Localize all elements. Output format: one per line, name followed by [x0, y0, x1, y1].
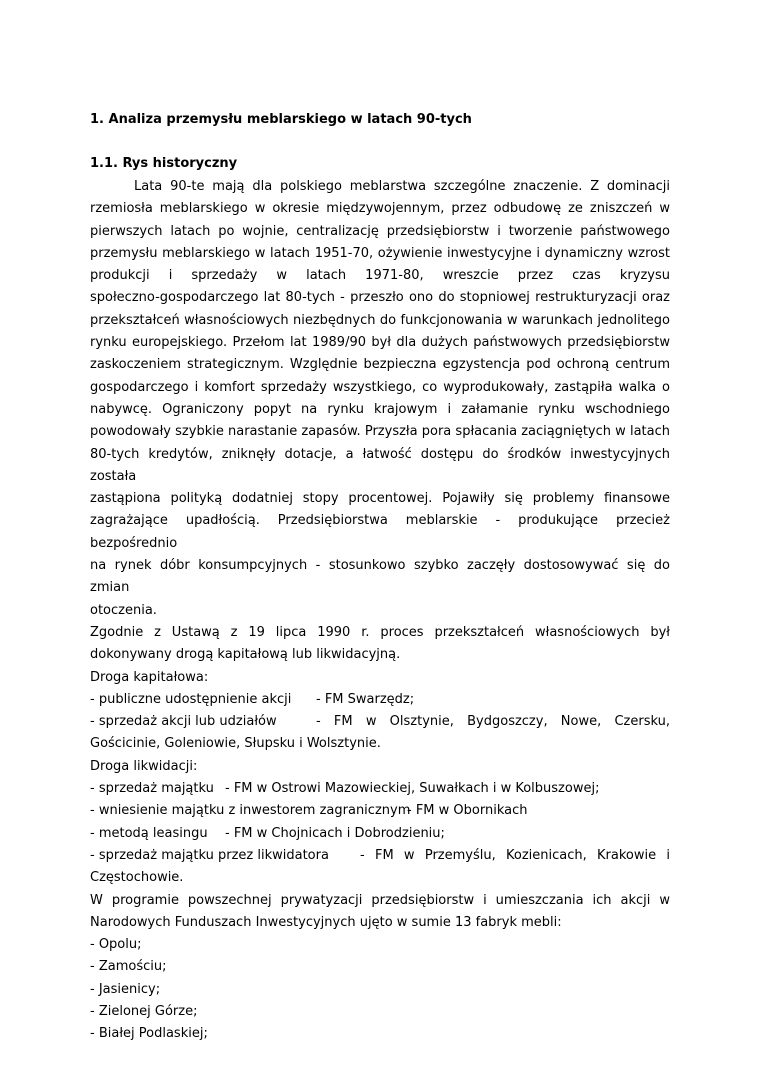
list-item-method: - sprzedaż akcji lub udziałów — [90, 714, 277, 730]
paragraph-law — [90, 622, 670, 667]
factory-city-list — [90, 934, 670, 1045]
text-line: przekształceń własnościowych niezbędnych do funkcjonowania w warunkach jednolitego — [90, 312, 670, 328]
text-line: Lata 90-te mają dla polskiego meblarstwa szczególne znaczenie. Z dominacji — [134, 179, 670, 194]
list-item-target: - FM Swarzędz; — [316, 691, 415, 707]
text-line: Zgodnie z Ustawą z 19 lipca 1990 r. proces przekształceń własnościowych był — [90, 624, 670, 640]
list-item-continuation: Częstochowie. — [90, 870, 184, 886]
list-item — [90, 711, 670, 733]
text-line: Narodowych Funduszach Inwestycyjnych ujęto w sumie 13 fabryk mebli: — [90, 914, 562, 930]
text-line: dokonywany drogą kapitałową lub likwidacyjną. — [90, 647, 401, 663]
document-body — [90, 176, 670, 1046]
list-item — [90, 778, 670, 800]
text-line: nabywcę. Ograniczony popyt na rynku krajowym i załamanie rynku wschodniego — [90, 401, 670, 417]
text-line: zastąpiona polityką dodatniej stopy procentowej. Pojawiły się problemy finansowe — [90, 491, 670, 507]
list-item — [90, 823, 670, 845]
list-item — [90, 845, 670, 867]
text-line: otoczenia. — [90, 602, 157, 618]
capital-route-label: Droga kapitałowa: — [90, 669, 209, 685]
list-item-method: - wniesienie majątku z inwestorem zagranicznym — [90, 803, 411, 819]
list-item: - Zielonej Górze; — [90, 1003, 198, 1019]
chapter-heading: 1. Analiza przemysłu meblarskiego w latach 90-tych — [90, 112, 472, 127]
text-line: W programie powszechnej prywatyzacji przedsiębiorstw i umieszczania ich akcji w — [90, 892, 670, 908]
list-item: - Białej Podlaskiej; — [90, 1026, 208, 1042]
list-item: - Opolu; — [90, 937, 142, 953]
text-line: zagrażające upadłością. Przedsiębiorstwa meblarskie - produkujące przecież bezpośrednio — [90, 513, 670, 551]
paragraph-history — [90, 176, 670, 622]
text-line: pierwszych latach po wojnie, centralizację przedsiębiorstw i tworzenie państwowego — [90, 223, 670, 239]
list-item-method: - sprzedaż majątku — [90, 781, 214, 797]
text-line: społeczno-gospodarczego lat 80-tych - przeszło ono do stopniowej restrukturyzacji oraz — [90, 290, 670, 306]
list-item-target: - FM w Chojnicach i Dobrodzieniu; — [225, 825, 445, 841]
text-line: przemysłu meblarskiego w latach 1951-70, ożywienie inwestycyjne i dynamiczny wzrost — [90, 245, 670, 261]
text-line: powodowały szybkie narastanie zapasów. Przyszła pora spłacania zaciągniętych w latach — [90, 424, 670, 440]
liquidation-route-label: Droga likwidacji: — [90, 758, 198, 774]
list-item — [90, 689, 670, 711]
list-item-method: - publiczne udostępnienie akcji — [90, 691, 292, 707]
text-line: rzemiosła meblarskiego w okresie międzywojennym, przez odbudowę ze zniszczeń w — [90, 201, 670, 217]
list-item: - Zamościu; — [90, 959, 167, 975]
list-item-target: - FM w Ostrowi Mazowieckiej, Suwałkach i w Kolbuszowej; — [225, 781, 600, 797]
text-line: zaskoczeniem strategicznym. Względnie bezpieczna egzystencja pod ochroną centrum — [90, 357, 670, 373]
list-item-method: - metodą leasingu — [90, 825, 208, 841]
list-item — [90, 800, 670, 822]
section-heading: 1.1. Rys historyczny — [90, 156, 238, 171]
text-line: rynku europejskiego. Przełom lat 1989/90 był dla dużych państwowych przedsiębiorstw — [90, 335, 670, 351]
list-item-continuation: Gościcinie, Goleniowie, Słupsku i Wolsztynie. — [90, 736, 381, 752]
list-item-method: - sprzedaż majątku przez likwidatora — [90, 847, 329, 863]
list-item-target: - FM w Olsztynie, Bydgoszczy, Nowe, Czersku, — [316, 714, 670, 730]
list-item: - Jasienicy; — [90, 981, 161, 997]
list-item-target: - FM w Obornikach — [407, 803, 528, 819]
paragraph-privatization — [90, 890, 670, 935]
list-item-target: - FM w Przemyślu, Kozienicach, Krakowie i — [360, 847, 670, 863]
text-line: produkcji i sprzedaży w latach 1971-80, wreszcie przez czas kryzysu — [90, 268, 670, 284]
text-line: gospodarczego i komfort sprzedaży wszystkiego, co wyprodukowały, zastąpiła walka o — [90, 379, 670, 395]
text-line: 80-tych kredytów, zniknęły dotacje, a łatwość dostępu do środków inwestycyjnych została — [90, 446, 670, 484]
text-line: na rynek dóbr konsumpcyjnych - stosunkowo szybko zaczęły dostosowywać się do zmian — [90, 558, 670, 596]
